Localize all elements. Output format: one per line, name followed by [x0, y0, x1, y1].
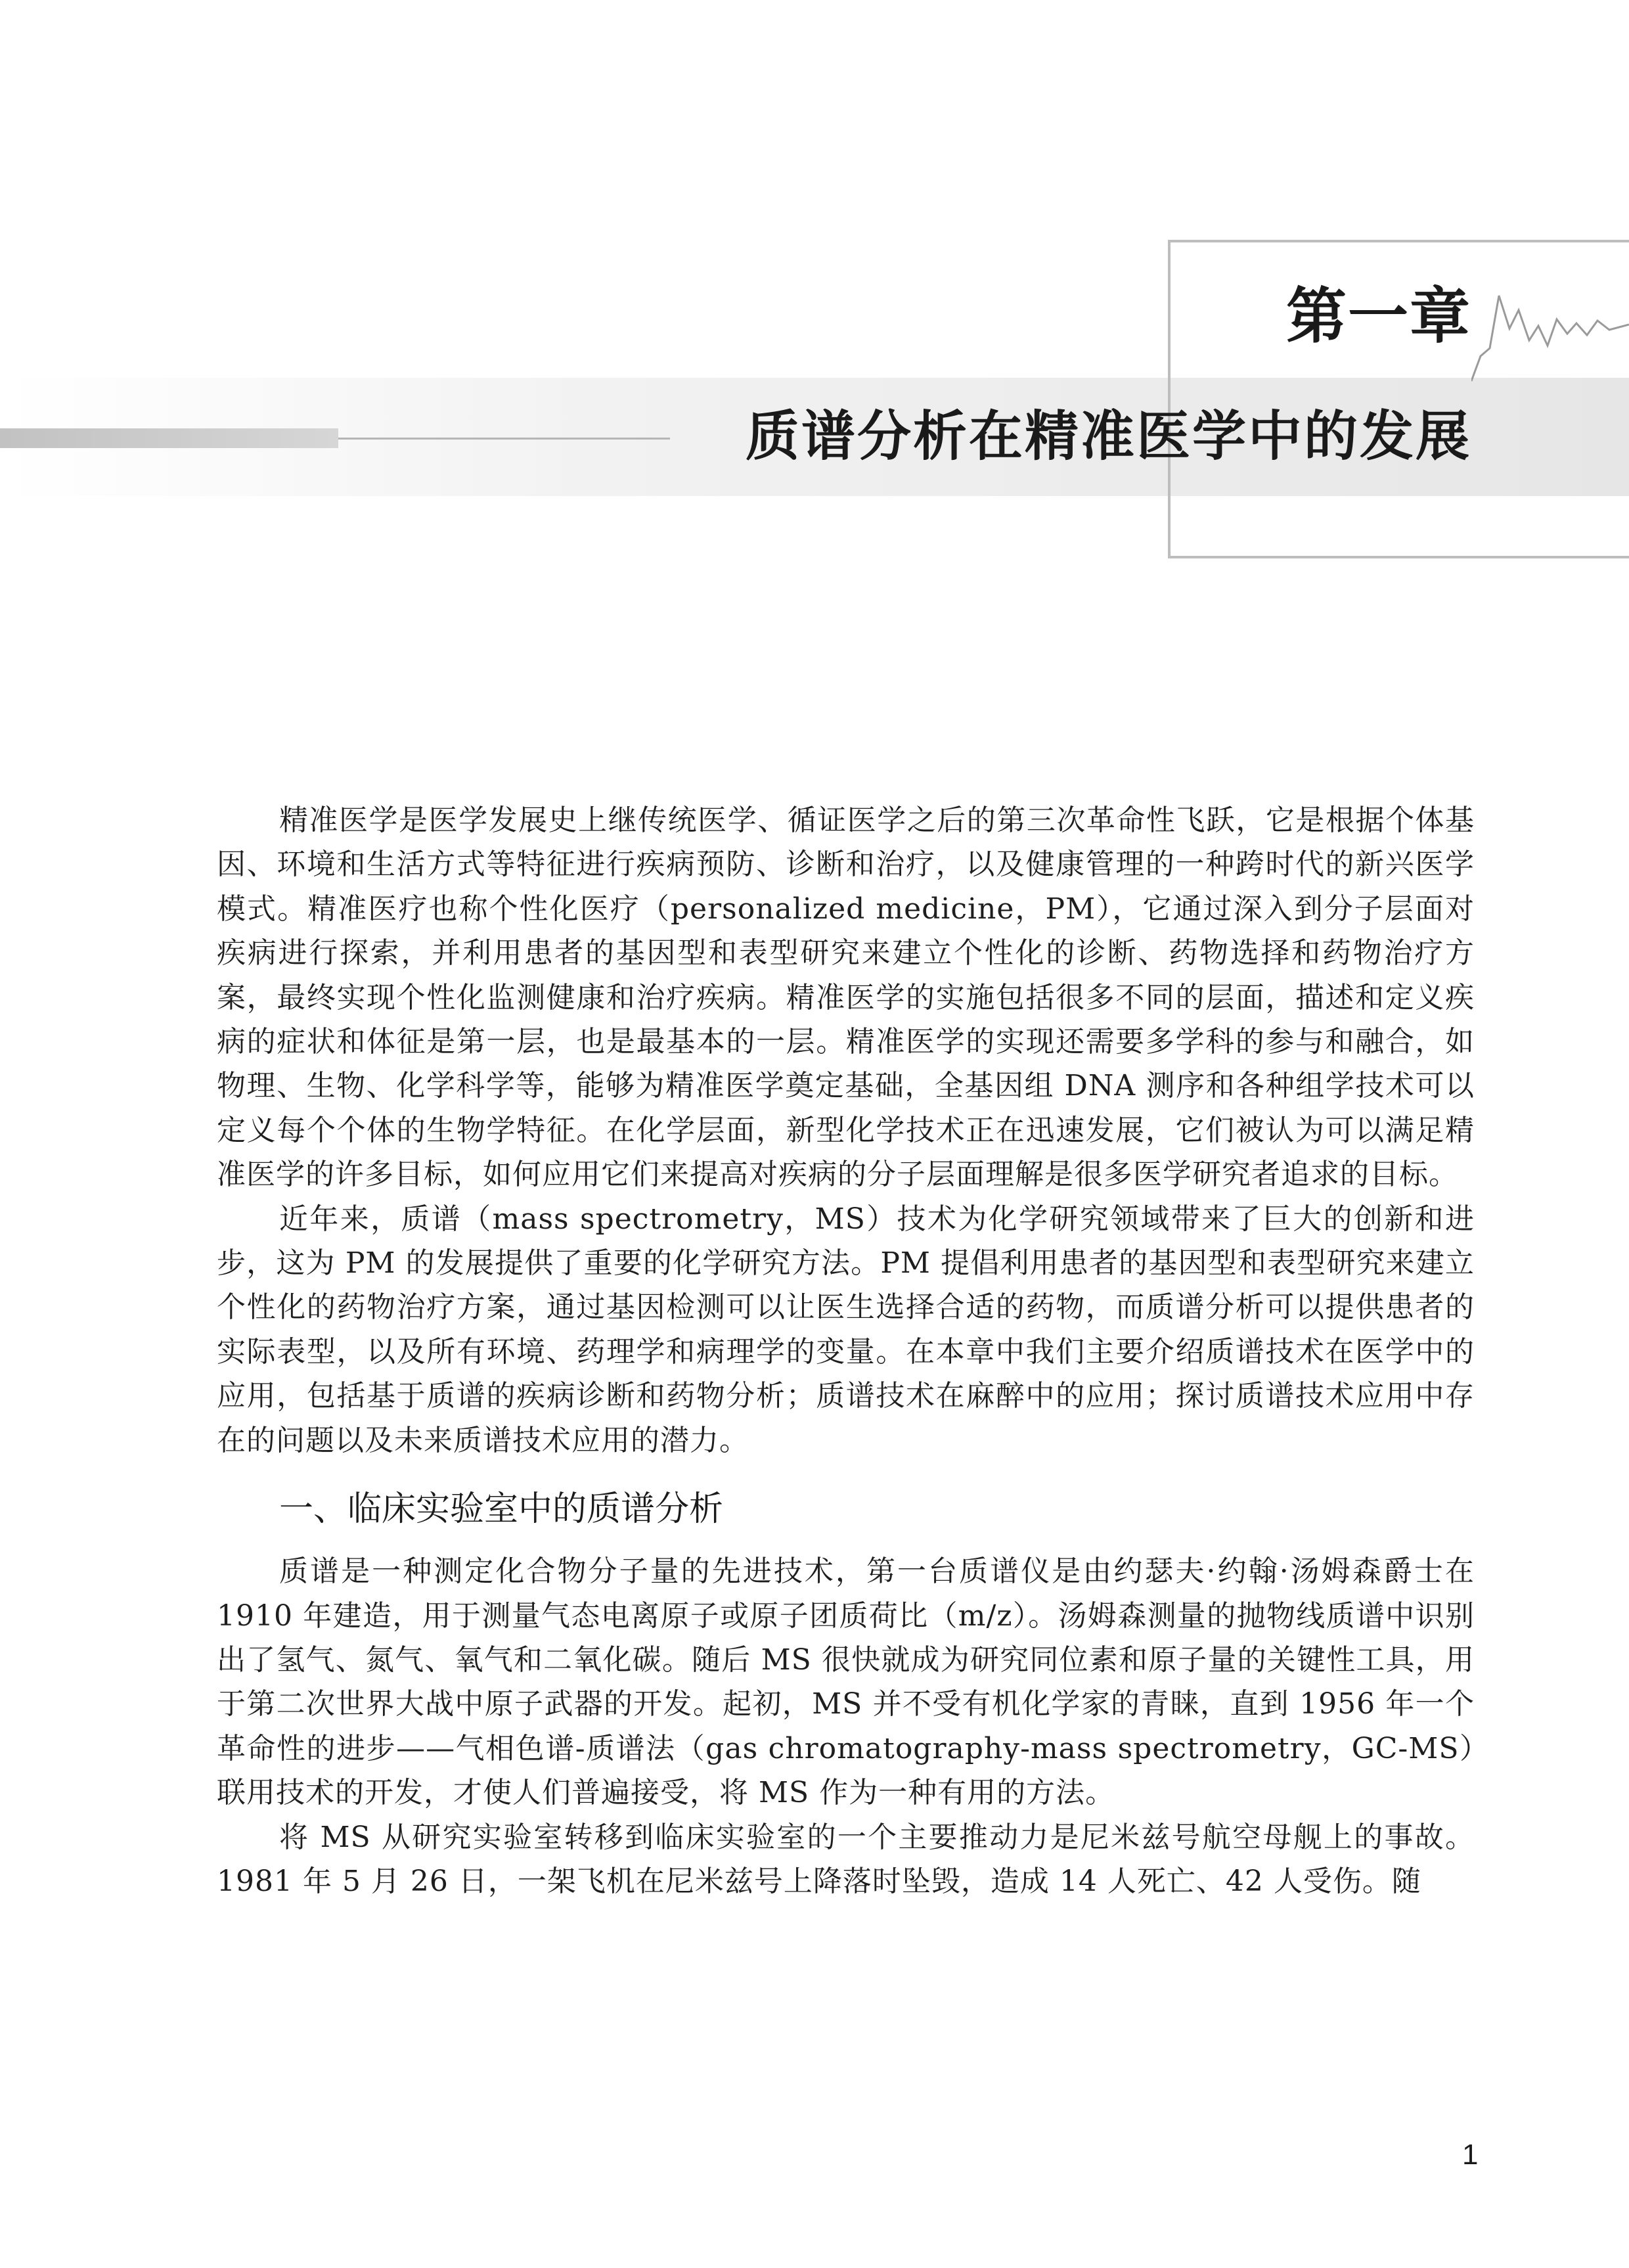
banner-rule — [338, 438, 670, 440]
banner-bar — [0, 428, 338, 448]
chapter-title: 质谱分析在精准医学中的发展 — [745, 405, 1471, 468]
section-heading: 一、临床实验室中的质谱分析 — [279, 1489, 724, 1530]
page-number: 1 — [1462, 2139, 1479, 2171]
spectrum-line-icon — [1471, 283, 1629, 414]
paragraph: 近年来，质谱（mass spectrometry，MS）技术为化学研究领域带来了巨大的创新和进步，这为 PM 的发展提供了重要的化学研究方法。PM 提倡利用患者的基因型和表型研究来建立个性化的药物治疗方案，通过基因检测可以让医生选择合适的药物，而质谱分析可以提供患者的实际表型，以及所有环境、药理学和病理学的变量。在本章中我们主要介绍质谱技术在医学中的应用，包括基于质谱的疾病诊断和药物分析；质谱技术在麻醉中的应用；探讨质谱技术应用中存在的问题以及未来质谱技术应用的潜力。 — [217, 1202, 1475, 1457]
paragraph: 精准医学是医学发展史上继传统医学、循证医学之后的第三次革命性飞跃，它是根据个体基因、环境和生活方式等特征进行疾病预防、诊断和治疗，以及健康管理的一种跨时代的新兴医学模式。精准医疗也称个性化医疗（personalized medicine，PM），它通过深入到分子层面对疾病进行探索，并利用患者的基因型和表型研究来建立个性化的诊断、药物选择和药物治疗方案，最终实现个性化监测健康和治疗疾病。精准医学的实施包括很多不同的层面，描述和定义疾病的症状和体征是第一层，也是最基本的一层。精准医学的实现还需要多学科的参与和融合，如物理、生物、化学科学等，能够为精准医学奠定基础，全基因组 DNA 测序和各种组学技术可以定义每个个体的生物学特征。在化学层面，新型化学技术正在迅速发展，它们被认为可以满足精准医学的许多目标，如何应用它们来提高对疾病的分子层面理解是很多医学研究者追求的目标。 — [217, 804, 1475, 1192]
paragraph: 质谱是一种测定化合物分子量的先进技术，第一台质谱仪是由约瑟夫·约翰·汤姆森爵士在 1910 年建造，用于测量气态电离原子或原子团质荷比（m/z）。汤姆森测量的抛物线质谱中识别出了氢气、氮气、氧气和二氧化碳。随后 MS 很快就成为研究同位素和原子量的关键性工具，用于第二次世界大战中原子武器的开发。起初，MS 并不受有机化学家的青睐，直到 1956 年一个革命性的进步——气相色谱-质谱法（gas chromatography-mass spectrometry，GC-MS）联用技术的开发，才使人们普遍接受，将 MS 作为一种有用的方法。 — [217, 1554, 1475, 1810]
chapter-label: 第一章 — [1285, 281, 1471, 352]
paragraph: 将 MS 从研究实验室转移到临床实验室的一个主要推动力是尼米兹号航空母舰上的事故。1981 年 5 月 26 日，一架飞机在尼米兹号上降落时坠毁，造成 14 人死亡、42 人受伤。随 — [217, 1820, 1475, 1898]
body-text — [217, 798, 1475, 1903]
